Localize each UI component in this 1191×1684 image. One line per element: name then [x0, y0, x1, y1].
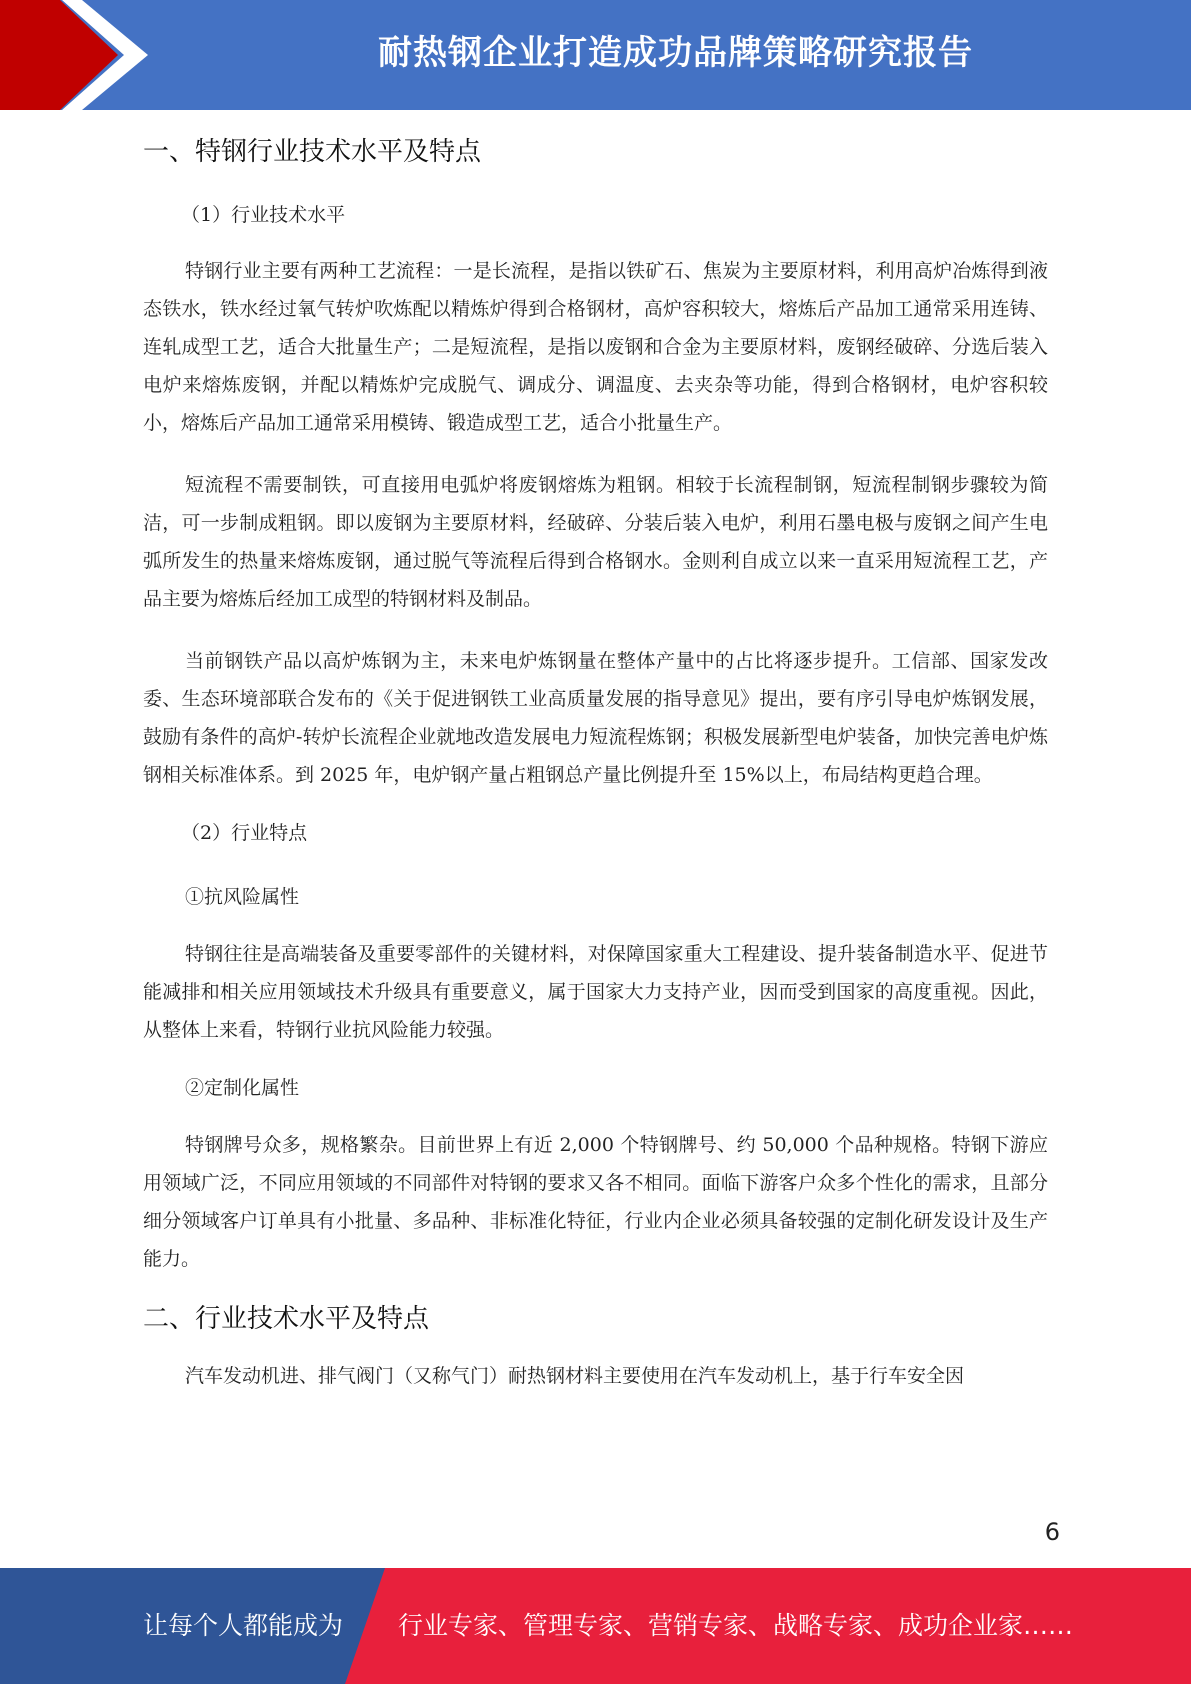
paragraph-3: 当前钢铁产品以高炉炼钢为主，未来电炉炼钢量在整体产量中的占比将逐步提升。工信部、国家发改委、生态环境部联合发布的《关于促进钢铁工业高质量发展的指导意见》提出，要有序引导电炉炼钢发展，鼓励有条件的高炉-转炉长流程企业就地改造发展电力短流程炼钢；积极发展新型电炉装备，加快完善电炉炼钢相关标准体系。到 2025 年，电炉钢产量占粗钢总产量比例提升至 15%以上，布局结构更趋合理。	[143, 650, 1048, 786]
header-arrow-decoration	[0, 0, 160, 110]
subsection-3-title: ①抗风险属性	[185, 886, 300, 908]
paragraph-5: 特钢牌号众多，规格繁杂。目前世界上有近 2,000 个特钢牌号、约 50,000 个品种规格。特钢下游应用领域广泛，不同应用领域的不同部件对特钢的要求又各不相同。面临下游客户众多个性化的需求，且部分细分领域客户订单具有小批量、多品种、非标准化特征，行业内企业必须具备较强的定制化研发设计及生产能力。	[143, 1134, 1048, 1270]
section-2-heading: 二、行业技术水平及特点	[143, 1304, 430, 1334]
paragraph-2: 短流程不需要制铁，可直接用电弧炉将废钢熔炼为粗钢。相较于长流程制钢，短流程制钢步骤较为简洁，可一步制成粗钢。即以废钢为主要原材料，经破碎、分装后装入电炉，利用石墨电极与废钢之间产生电弧所发生的热量来熔炼废钢，通过脱气等流程后得到合格钢水。金则利自成立以来一直采用短流程工艺，产品主要为熔炼后经加工成型的特钢材料及制品。	[143, 474, 1048, 610]
page-footer	[0, 1568, 1191, 1684]
main-content	[143, 125, 1048, 1395]
footer-slogan-right: 行业专家、管理专家、营销专家、战略专家、成功企业家……	[398, 1611, 1074, 1640]
document-title: 耐热钢企业打造成功品牌策略研究报告	[378, 33, 973, 73]
page-number: 6	[1044, 1518, 1060, 1546]
paragraph-1: 特钢行业主要有两种工艺流程：一是长流程，是指以铁矿石、焦炭为主要原材料，利用高炉冶炼得到液态铁水，铁水经过氧气转炉吹炼配以精炼炉得到合格钢材，高炉容积较大，熔炼后产品加工通常采用连铸、连轧成型工艺，适合大批量生产；二是短流程，是指以废钢和合金为主要原材料，废钢经破碎、分选后装入电炉来熔炼废钢，并配以精炼炉完成脱气、调成分、调温度、去夹杂等功能，得到合格钢材，电炉容积较小，熔炼后产品加工通常采用模铸、锻造成型工艺，适合小批量生产。	[143, 260, 1048, 434]
subsection-2-title: （2）行业特点	[181, 822, 308, 844]
paragraph-4: 特钢往往是高端装备及重要零部件的关键材料，对保障国家重大工程建设、提升装备制造水平、促进节能减排和相关应用领域技术升级具有重要意义，属于国家大力支持产业，因而受到国家的高度重视。因此，从整体上来看，特钢行业抗风险能力较强。	[143, 943, 1048, 1041]
page-header	[0, 0, 1191, 110]
paragraph-6: 汽车发动机进、排气阀门（又称气门）耐热钢材料主要使用在汽车发动机上，基于行车安全因	[185, 1365, 965, 1387]
subsection-4-title: ②定制化属性	[185, 1077, 300, 1099]
section-1-heading: 一、特钢行业技术水平及特点	[143, 137, 482, 167]
footer-slogan-left: 让每个人都能成为	[143, 1611, 344, 1640]
subsection-1-title: （1）行业技术水平	[181, 204, 346, 226]
